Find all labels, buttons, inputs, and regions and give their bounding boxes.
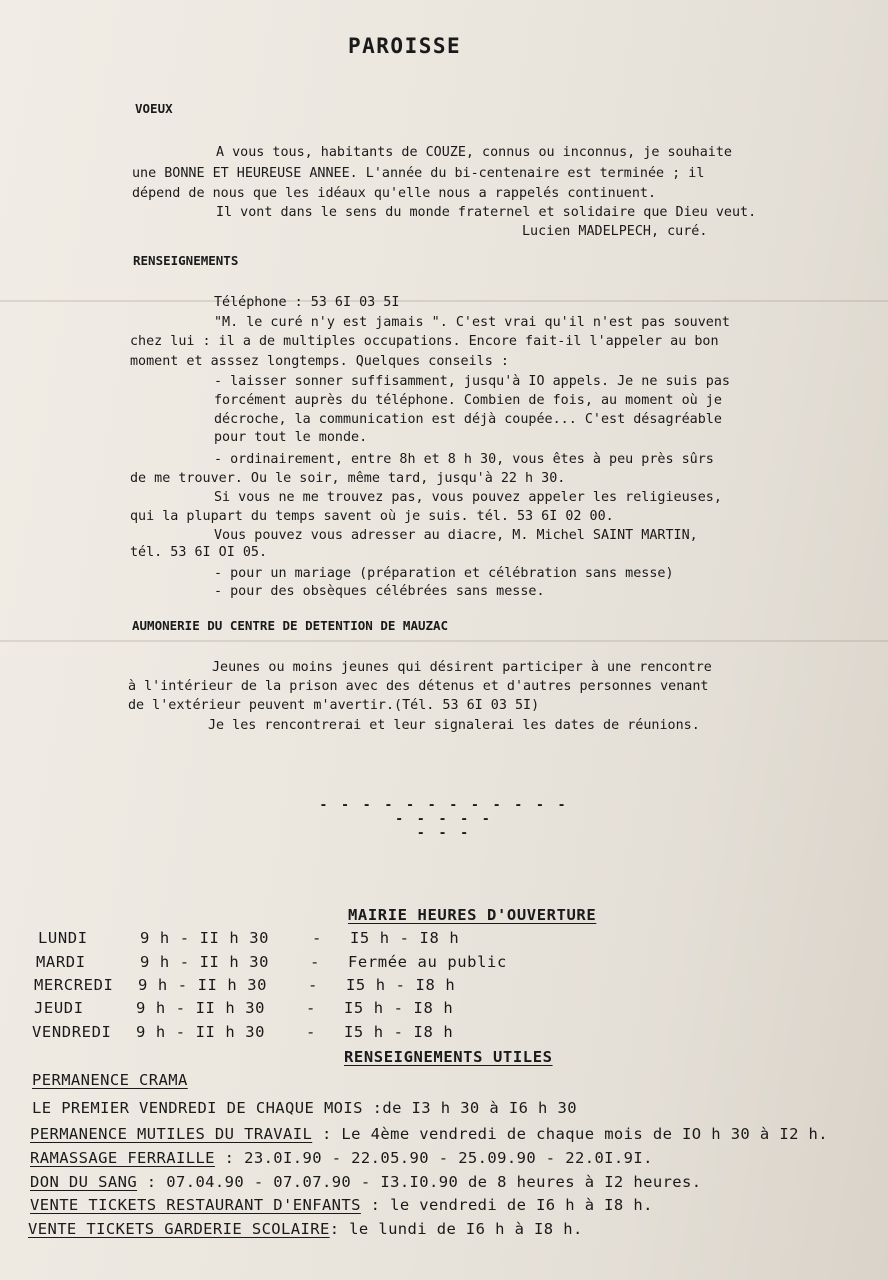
mairie-day: LUNDI (38, 929, 88, 947)
aumonerie-line: Je les rencontrerai et leur signalerai les dates de réunions. (208, 718, 700, 733)
renseignements-line: décroche, la communication est déjà coupée... C'est désagréable (214, 412, 722, 427)
utiles-heading: RENSEIGNEMENTS UTILES (344, 1048, 553, 1066)
renseignements-line: moment et asssez longtemps. Quelques conseils : (130, 354, 509, 369)
mairie-morning: 9 h - II h 30 (138, 976, 268, 994)
mutiles-text: : Le 4ème vendredi de chaque mois de IO h 30 à I2 h. (312, 1125, 829, 1143)
garderie-row (28, 1219, 583, 1239)
mairie-day: VENDREDI (32, 1023, 112, 1041)
crama-text: LE PREMIER VENDREDI DE CHAQUE MOIS :de I3 h 30 à I6 h 30 (32, 1099, 577, 1117)
voeux-line: Il vont dans le sens du monde fraternel et solidaire que Dieu veut. (216, 205, 757, 220)
separator-line: - - - - - - - - - - - - (319, 798, 569, 813)
renseignements-line: - laisser sonner suffisamment, jusqu'à IO appels. Je ne suis pas (214, 374, 730, 389)
ferraille-text: : 23.0I.90 - 22.05.90 - 25.09.90 - 22.0I.9I. (214, 1149, 653, 1167)
aumonerie-line: à l'intérieur de la prison avec des détenus et d'autres personnes venant (128, 679, 709, 694)
mairie-afternoon: I5 h - I8 h (344, 999, 454, 1017)
sang-row (30, 1172, 702, 1192)
renseignements-line: forcément auprès du téléphone. Combien de fois, au moment où je (214, 393, 722, 408)
mairie-dash: - (310, 953, 320, 971)
garderie-label: VENTE TICKETS GARDERIE SCOLAIRE (28, 1220, 330, 1238)
mairie-afternoon: I5 h - I8 h (346, 976, 456, 994)
aumonerie-line: Jeunes ou moins jeunes qui désirent participer à une rencontre (212, 660, 712, 675)
voeux-line: A vous tous, habitants de COUZE, connus ou inconnus, je souhaite (216, 145, 732, 160)
voeux-signature: Lucien MADELPECH, curé. (522, 224, 708, 239)
mairie-morning: 9 h - II h 30 (136, 1023, 266, 1041)
voeux-line: une BONNE ET HEUREUSE ANNEE. L'année du bi-centenaire est terminée ; il (132, 166, 705, 181)
renseignements-line: - pour un mariage (préparation et célébration sans messe) (214, 566, 674, 581)
mairie-dash: - (306, 999, 316, 1017)
renseignements-heading: RENSEIGNEMENTS (133, 253, 239, 268)
renseignements-line: Si vous ne me trouvez pas, vous pouvez appeler les religieuses, (214, 490, 722, 505)
mairie-day: JEUDI (34, 999, 84, 1017)
sang-text: : 07.04.90 - 07.07.90 - I3.I0.90 de 8 heures à I2 heures. (137, 1173, 702, 1191)
mairie-afternoon: I5 h - I8 h (350, 929, 460, 947)
renseignements-line: chez lui : il a de multiples occupations. Encore fait-il l'appeler au bon (130, 334, 719, 349)
aumonerie-line: de l'extérieur peuvent m'avertir.(Tél. 53 6I 03 5I) (128, 698, 540, 713)
mairie-morning: 9 h - II h 30 (140, 953, 270, 971)
mairie-morning: 9 h - II h 30 (140, 929, 270, 947)
paper-fold (0, 640, 888, 642)
aumonerie-heading: AUMONERIE DU CENTRE DE DETENTION DE MAUZAC (132, 618, 449, 633)
renseignements-line: de me trouver. Ou le soir, même tard, jusqu'à 22 h 30. (130, 471, 566, 486)
renseignements-line: - pour des obsèques célébrées sans messe. (214, 584, 545, 599)
mairie-morning: 9 h - II h 30 (136, 999, 266, 1017)
mairie-heading: MAIRIE HEURES D'OUVERTURE (348, 906, 597, 924)
mairie-day: MARDI (36, 953, 86, 971)
sang-label: DON DU SANG (30, 1173, 138, 1191)
ferraille-row (30, 1148, 653, 1168)
renseignements-line: Vous pouvez vous adresser au diacre, M. Michel SAINT MARTIN, (214, 528, 698, 543)
separator-line: - - - - - (395, 812, 493, 827)
separator-line: - - - (416, 826, 472, 841)
mairie-afternoon: Fermée au public (348, 953, 507, 971)
mairie-afternoon: I5 h - I8 h (344, 1023, 454, 1041)
mairie-day: MERCREDI (34, 976, 114, 994)
mairie-dash: - (308, 976, 318, 994)
renseignements-line: tél. 53 6I OI 05. (130, 545, 268, 560)
voeux-line: dépend de nous que les idéaux qu'elle nous a rappelés continuent. (132, 186, 657, 201)
ferraille-label: RAMASSAGE FERRAILLE (30, 1149, 215, 1167)
crama-label: PERMANENCE CRAMA (32, 1071, 188, 1089)
voeux-heading: VOEUX (135, 101, 173, 116)
paper-fold (0, 300, 888, 302)
mairie-dash: - (312, 929, 322, 947)
mairie-dash: - (306, 1023, 316, 1041)
renseignements-line: pour tout le monde. (214, 430, 368, 445)
renseignements-line: "M. le curé n'y est jamais ". C'est vrai qu'il n'est pas souvent (214, 315, 730, 330)
renseignements-line: qui la plupart du temps savent où je suis. tél. 53 6I 02 00. (130, 509, 614, 524)
restaurant-row (30, 1195, 653, 1215)
restaurant-text: : le vendredi de I6 h à I8 h. (360, 1196, 653, 1214)
renseignements-line: - ordinairement, entre 8h et 8 h 30, vous êtes à peu près sûrs (214, 452, 714, 467)
renseignements-line: Téléphone : 53 6I 03 5I (214, 295, 400, 310)
page-title: PAROISSE (348, 34, 462, 58)
restaurant-label: VENTE TICKETS RESTAURANT D'ENFANTS (30, 1196, 361, 1214)
mutiles-label: PERMANENCE MUTILES DU TRAVAIL (30, 1125, 313, 1143)
mutiles-row (30, 1124, 828, 1144)
garderie-text: : le lundi de I6 h à I8 h. (329, 1220, 583, 1238)
